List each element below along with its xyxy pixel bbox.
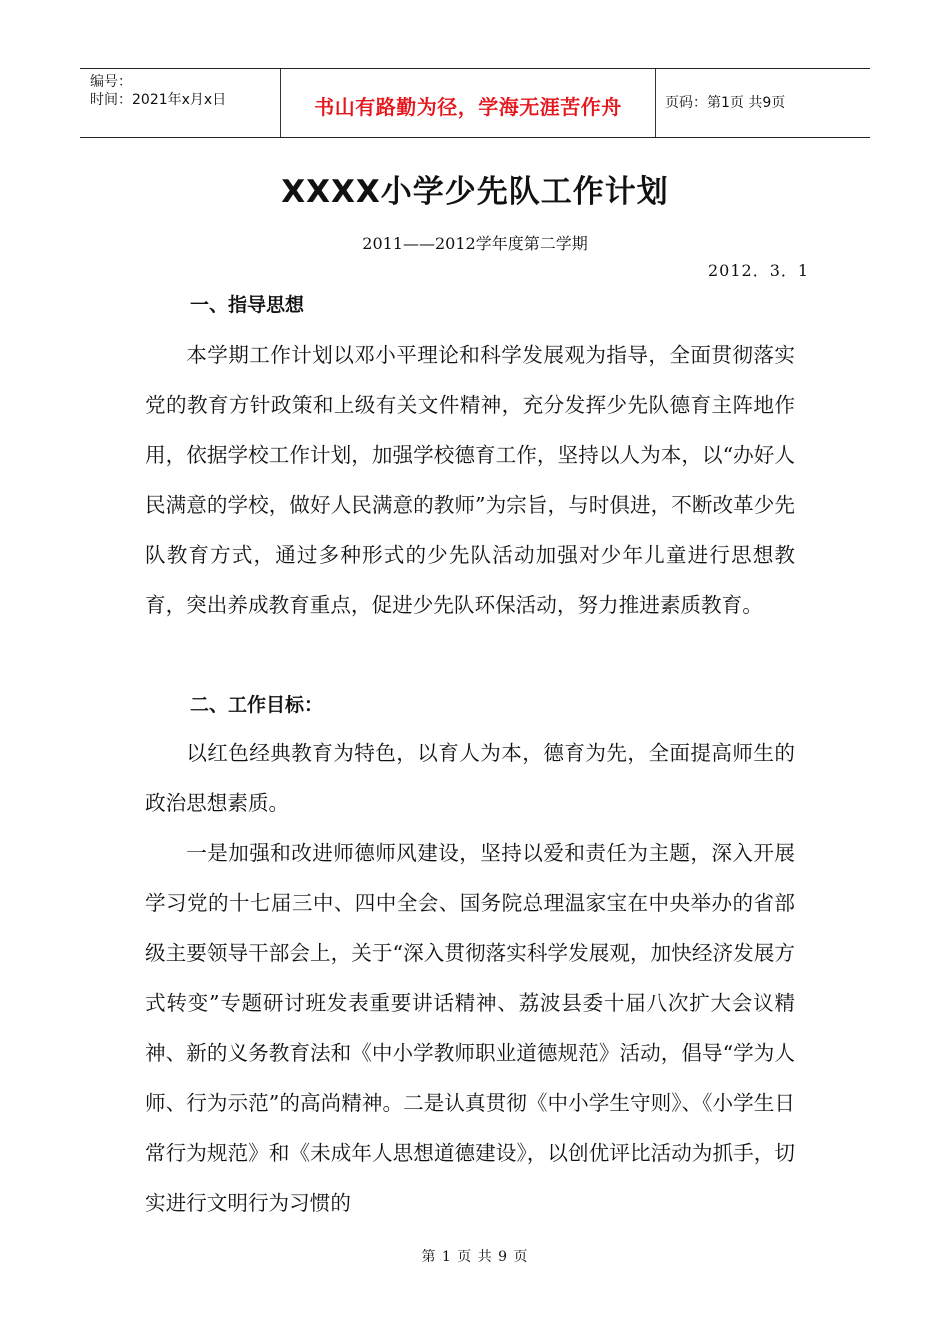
section-heading-work-goals: 二、工作目标： bbox=[190, 694, 324, 716]
header-motto-cell bbox=[280, 69, 656, 137]
section-paragraph-goals-detail: 一是加强和改进师德师风建设，坚持以爱和责任为主题，深入开展学习党的十七届三中、四中全会、国务院总理温家宝在中央举办的省部级主要领导干部会上，关于“深入贯彻落实科学发展观，加快经济发展方式转变”专题研讨班发表重要讲话精神、荔波县委十届八次扩大会议精神、新的义务教育法和《中小学教师职业道德规范》活动，倡导“学为人师、行为示范”的高尚精神。二是认真贯彻《中小学生守则》、《小学生日常行为规范》和《未成年人思想道德建设》，以创优评比活动为抓手，切实进行文明行为习惯的 bbox=[145, 841, 795, 1215]
page-footer: 第 1 页 共 9 页 bbox=[421, 1249, 529, 1265]
header-table bbox=[80, 68, 870, 138]
header-info-cell bbox=[80, 69, 280, 137]
document-time-label: 时间：2021年x月x日 bbox=[90, 92, 227, 108]
section-paragraph-guiding-ideology: 本学期工作计划以邓小平理论和科学发展观为指导，全面贯彻落实党的教育方针政策和上级有关文件精神，充分发挥少先队德育主阵地作用，依据学校工作计划，加强学校德育工作，坚持以人为本，以“办好人民满意的学校，做好人民满意的教师”为宗旨，与时俱进，不断改革少先队教育方式，通过多种形式的少先队活动加强对少年儿童进行思想教育，突出养成教育重点，促进少先队环保活动，努力推进素质教育。 bbox=[145, 343, 795, 617]
document-title: XXXX小学少先队工作计划 bbox=[281, 174, 669, 210]
document-number-label: 编号： bbox=[90, 74, 132, 90]
document-subtitle: 2011——2012学年度第二学期 bbox=[362, 234, 588, 253]
document-date: 2012．3．1 bbox=[708, 261, 810, 280]
section-heading-guiding-ideology: 一、指导思想 bbox=[190, 294, 305, 316]
section-paragraph-goals-intro: 以红色经典教育为特色，以育人为本，德育为先，全面提高师生的政治思想素质。 bbox=[145, 741, 795, 815]
header-page-cell bbox=[655, 69, 870, 137]
header-page-number: 页码：第1页 共9页 bbox=[665, 95, 786, 111]
header-motto: 书山有路勤为径，学海无涯苦作舟 bbox=[314, 95, 622, 119]
